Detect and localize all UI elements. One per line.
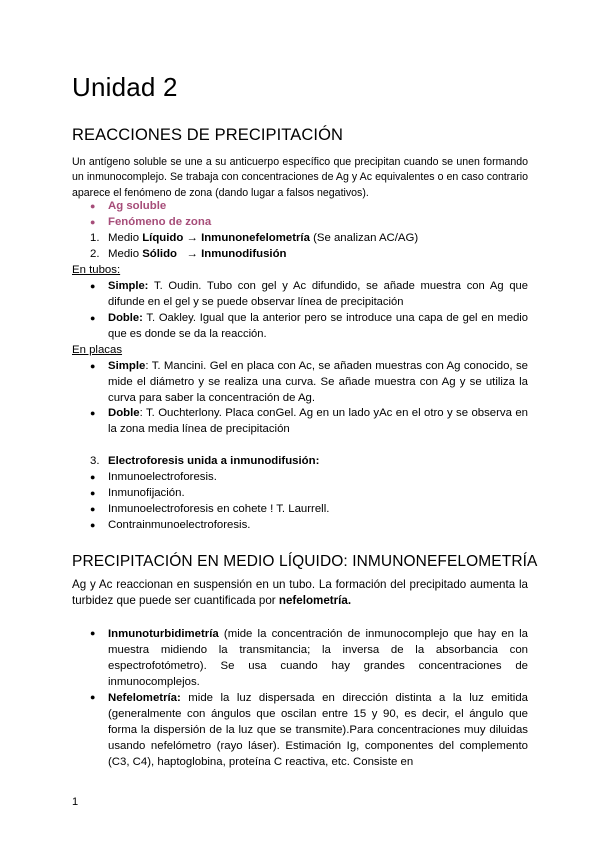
plates-doble-item: Doble: T. Ouchterlony. Placa conGel. Ag en un lado yAc en el otro y se observa en la zona media línea de precipitación (108, 407, 528, 435)
page-title: Unidad 2 (72, 72, 178, 102)
nefelometria-item: Nefelometría: mide la luz dispersada en dirección distinta a la luz emitida (generalmente con ángulos que oscilan entre 15 y 90, es decir, el ángulo que forma la dispersión de la luz que se transmite).Para concentraciones muy diluidas usando nefelómetro (rayo láser). Estimación Ig, componentes del complemento (C3, C4), haptoglobina, proteína C reactiva, etc. Consiste en (108, 692, 528, 768)
inmunoturbidimetria-item: Inmunoturbidimetría (mide la concentración de inmunocomplejo que hay en la muestra midiendo la transmitancia; la inversa de la absorbancia con espectrofotómetro). Se usa cuando hay grandes concentraciones de inmunocomplejos. (108, 628, 528, 688)
bullet-dot: ● (90, 628, 96, 638)
section2-intro: Ag y Ac reaccionan en suspensión en un tubo. La formación del precipitado aumenta la turbidez que puede ser cuantificada por nefelometría. (72, 578, 528, 607)
section-heading-nefelometria: PRECIPITACIÓN EN MEDIO LÍQUIDO: INMUNONEFELOMETRÍA (72, 553, 538, 570)
section-heading-precipitation: REACCIONES DE PRECIPITACIÓN (72, 126, 344, 144)
electro-item: Contrainmunoelectroforesis. (108, 519, 251, 531)
tubes-simple-item: Simple: T. Oudin. Tubo con gel y Ac difundido, se añade muestra con Ag que difunde en el gel y se puede observar línea de precipitación (108, 280, 528, 308)
numbered-item-index: 3. (90, 455, 100, 467)
numbered-item-liquido: Medio Líquido → Inmunonefelometría (Se analizan AC/AG) (108, 232, 419, 244)
pink-bullet-ag-soluble: Ag soluble (108, 200, 167, 212)
numbered-item-solido: Medio Sólido → Inmunodifusión (108, 248, 287, 260)
bullet-dot: ● (90, 504, 96, 514)
electro-item: Inmunofijación. (108, 487, 185, 499)
intro-paragraph: Un antígeno soluble se une a su anticuerpo específico que precipitan cuando se unen formando un inmunocomplejo. Se trabaja con concentraciones de Ag y Ac equivalentes o en caso contrario aparece el fenómeno de zona (dando lugar a falsos negativos). (72, 156, 528, 199)
bullet-dot: ● (90, 201, 96, 211)
bullet-dot: ● (90, 520, 96, 530)
bullet-dot: ● (90, 361, 96, 371)
bullet-dot: ● (90, 408, 96, 418)
page-number: 1 (72, 796, 79, 808)
bullet-dot: ● (90, 281, 96, 291)
electroforesis-heading: Electroforesis unida a inmunodifusión: (108, 455, 320, 467)
pink-bullet-fenomeno-zona: Fenómeno de zona (108, 216, 212, 228)
electro-item: Inmunoelectroforesis. (108, 471, 217, 483)
numbered-item-index: 2. (90, 248, 100, 260)
tubes-label: En tubos: (72, 264, 121, 276)
tubes-doble-item: Doble: T. Oakley. Igual que la anterior pero se introduce una capa de gel en medio que es donde se da la reacción. (108, 312, 528, 340)
plates-label: En placas (72, 344, 123, 356)
plates-simple-item: Simple: T. Mancini. Gel en placa con Ac, se añaden muestras con Ag conocido, se mide el diámetro y se realiza una curva. Se añade muestra con Ag y se utiliza la curva para saber la concentración de Ag. (108, 360, 528, 404)
bullet-dot: ● (90, 313, 96, 323)
numbered-item-index: 1. (90, 232, 100, 244)
bullet-dot: ● (90, 488, 96, 498)
bullet-dot: ● (90, 692, 96, 702)
bullet-dot: ● (90, 472, 96, 482)
bullet-dot: ● (90, 217, 96, 227)
electro-item: Inmunoelectroforesis en cohete ! T. Laurrell. (108, 503, 330, 515)
